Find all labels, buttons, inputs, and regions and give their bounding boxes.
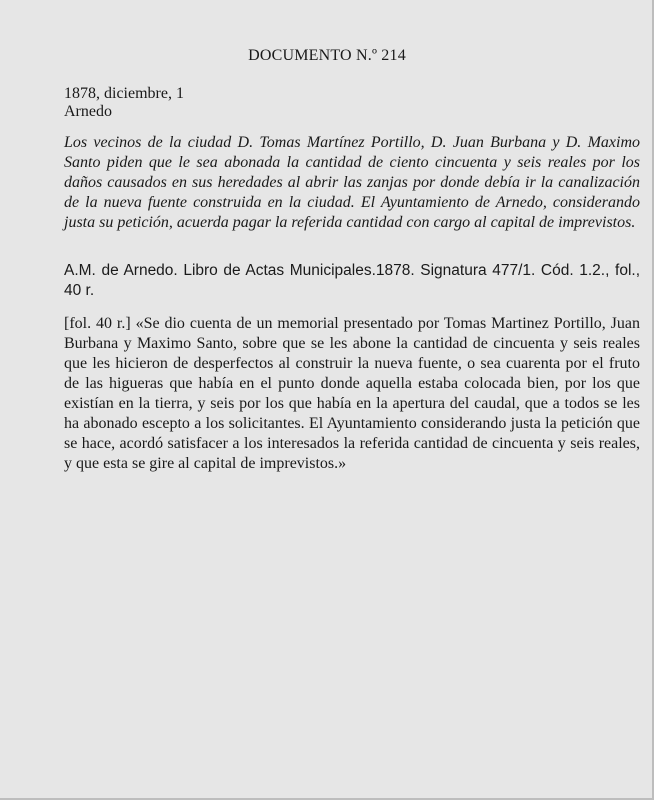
document-source: A.M. de Arnedo. Libro de Actas Municipales.1878. Signatura 477/1. Cód. 1.2., fol., 40 r. [64, 262, 640, 299]
document-title: DOCUMENTO N.º 214 [248, 47, 406, 64]
document-place: Arnedo [64, 103, 112, 120]
document-transcription: [fol. 40 r.] «Se dio cuenta de un memorial presentado por Tomas Martinez Portillo, Juan Burbana y Maximo Santo, sobre que se les abone la cantidad de cincuenta y seis reales que les hicieron de desperfectos al construir la nueva fuente, o sea cuarenta por el fruto de las higueras que había en el punto donde aquella estaba colocada bien, por los que existían en la tierra, y seis por los que había en la apertura del caudal, que a todos se les ha abonado escepto a los solicitantes. El Ayuntamiento considerando justa la petición que se hace, acordó satisfacer a los interesados la referida cantidad de cincuenta y seis reales, y que esta se gire al capital de imprevistos.» [64, 315, 640, 472]
document-summary: Los vecinos de la ciudad D. Tomas Martínez Portillo, D. Juan Burbana y D. Maximo Santo piden que le sea abonada la cantidad de ciento cincuenta y seis reales por los daños causados en sus heredades al abrir las zanjas por donde debía ir la canalización de la nueva fuente construida en la ciudad. El Ayuntamiento de Arnedo, considerando justa su petición, acuerda pagar la referida cantidad con cargo al capital de imprevistos. [64, 134, 640, 231]
document-date: 1878, diciembre, 1 [64, 85, 184, 102]
